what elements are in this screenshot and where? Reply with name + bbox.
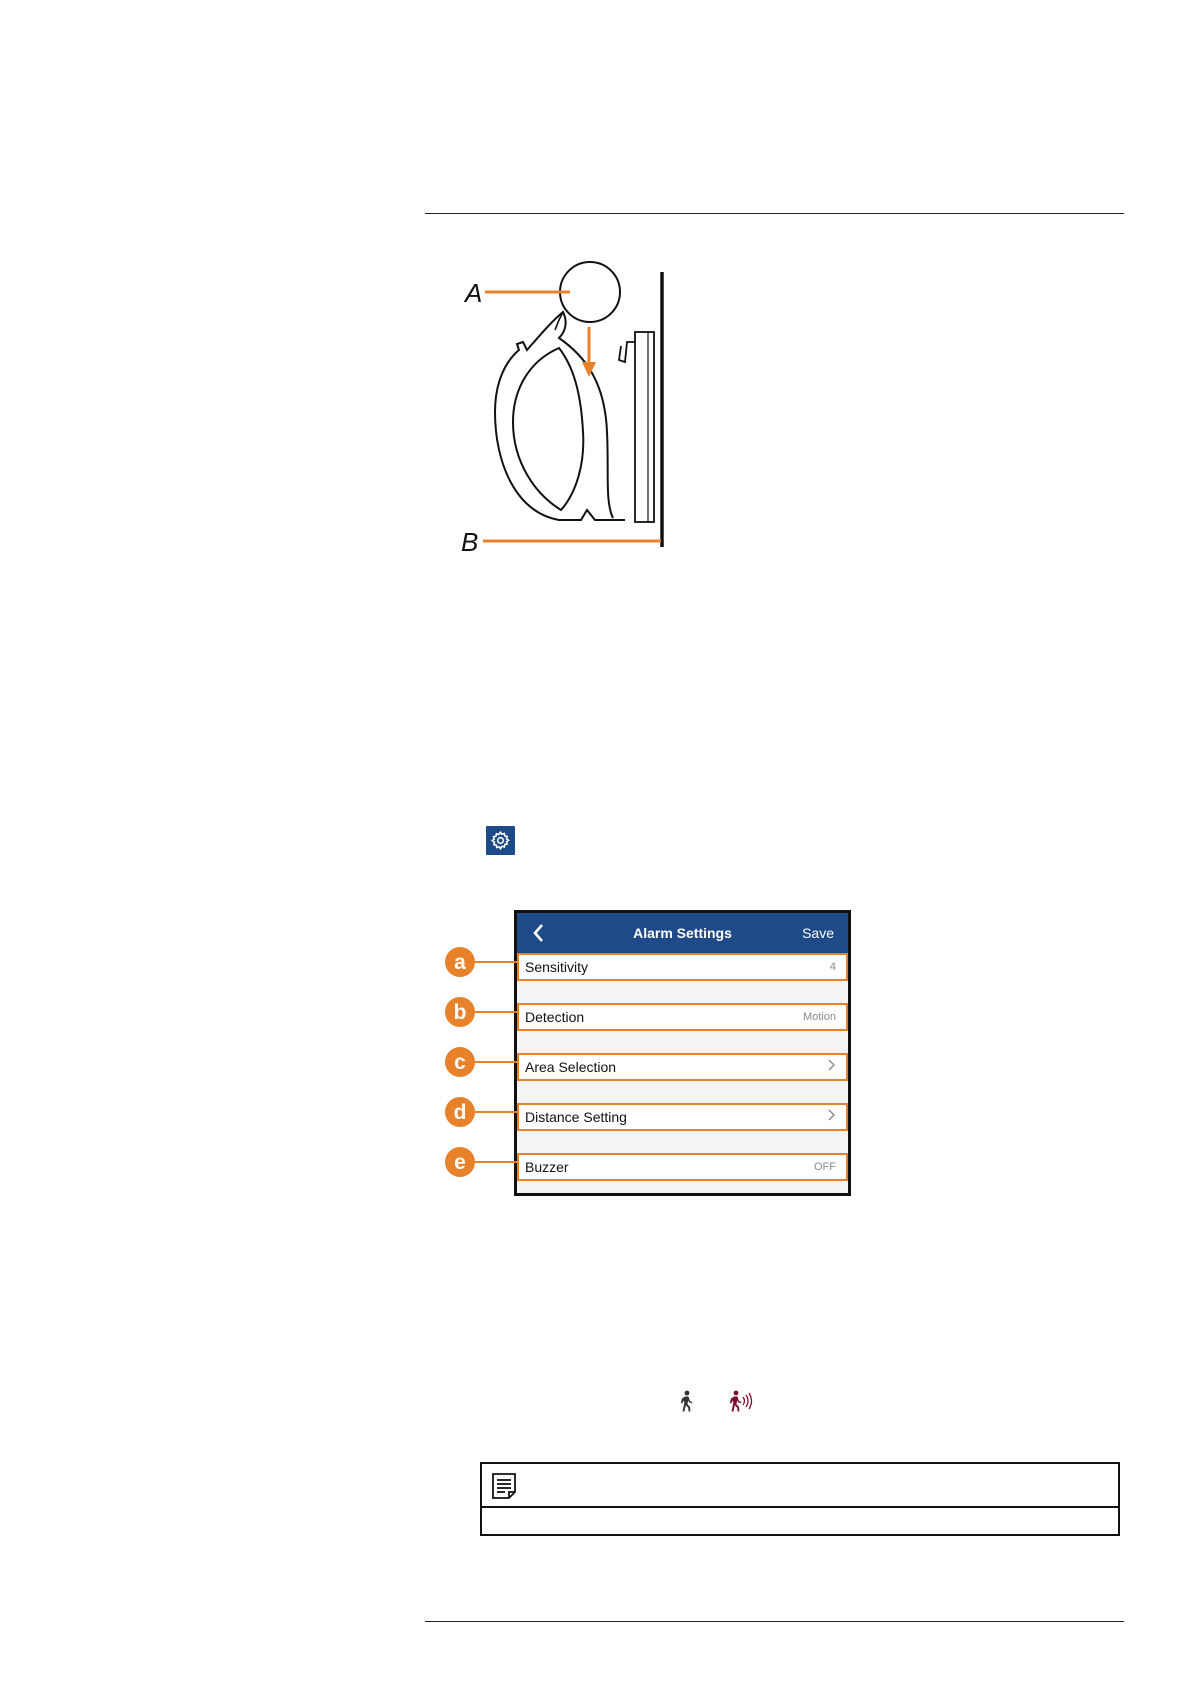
sensitivity-row[interactable] [517, 953, 848, 981]
walking-person-alarm-icon [729, 1390, 755, 1412]
row-label: Sensitivity [525, 959, 589, 975]
alarm-settings-screen [514, 910, 851, 1196]
note-icon [491, 1472, 517, 1500]
save-button[interactable]: Save [802, 925, 834, 941]
note-divider [482, 1506, 1118, 1508]
area-selection-row[interactable] [517, 1053, 848, 1081]
mount-plate [635, 332, 654, 522]
alarm-settings-figure [445, 905, 865, 1215]
gear-icon [486, 826, 515, 855]
mounting-clip-figure [455, 262, 695, 562]
app-header [517, 913, 848, 953]
callout-c [445, 1047, 517, 1077]
note-box [480, 1462, 1120, 1536]
callout-e [445, 1147, 517, 1177]
bottom-rule [425, 1621, 1124, 1622]
callout-b [445, 997, 517, 1027]
row-value: Motion [802, 1011, 836, 1023]
callout-a [445, 947, 517, 977]
callout-badge: e [445, 1147, 475, 1177]
callout-badge: b [445, 997, 475, 1027]
row-label: Buzzer [525, 1159, 569, 1175]
top-rule [425, 213, 1124, 214]
buzzer-row[interactable] [517, 1153, 848, 1181]
callout-badge: a [445, 947, 475, 977]
mounting-clip-diagram [455, 262, 695, 562]
label-a: A [465, 278, 483, 308]
callout-badge: c [445, 1047, 475, 1077]
row-label: Distance Setting [525, 1109, 627, 1125]
row-label: Detection [525, 1009, 585, 1025]
label-b: B [461, 527, 479, 557]
clip-outer [495, 312, 625, 520]
detection-row[interactable] [517, 1003, 848, 1031]
screen-title: Alarm Settings [633, 925, 732, 941]
motion-icons [677, 1390, 757, 1414]
chevron-right-icon [826, 1108, 836, 1126]
row-value: 4 [829, 961, 836, 973]
callout-d [445, 1097, 517, 1127]
callout-badge: d [445, 1097, 475, 1127]
row-label: Area Selection [525, 1059, 617, 1075]
row-value: OFF [814, 1161, 836, 1173]
chevron-right-icon [826, 1058, 836, 1076]
clip-inner [513, 348, 583, 510]
distance-setting-row[interactable] [517, 1103, 848, 1131]
walking-person-icon [677, 1390, 695, 1412]
